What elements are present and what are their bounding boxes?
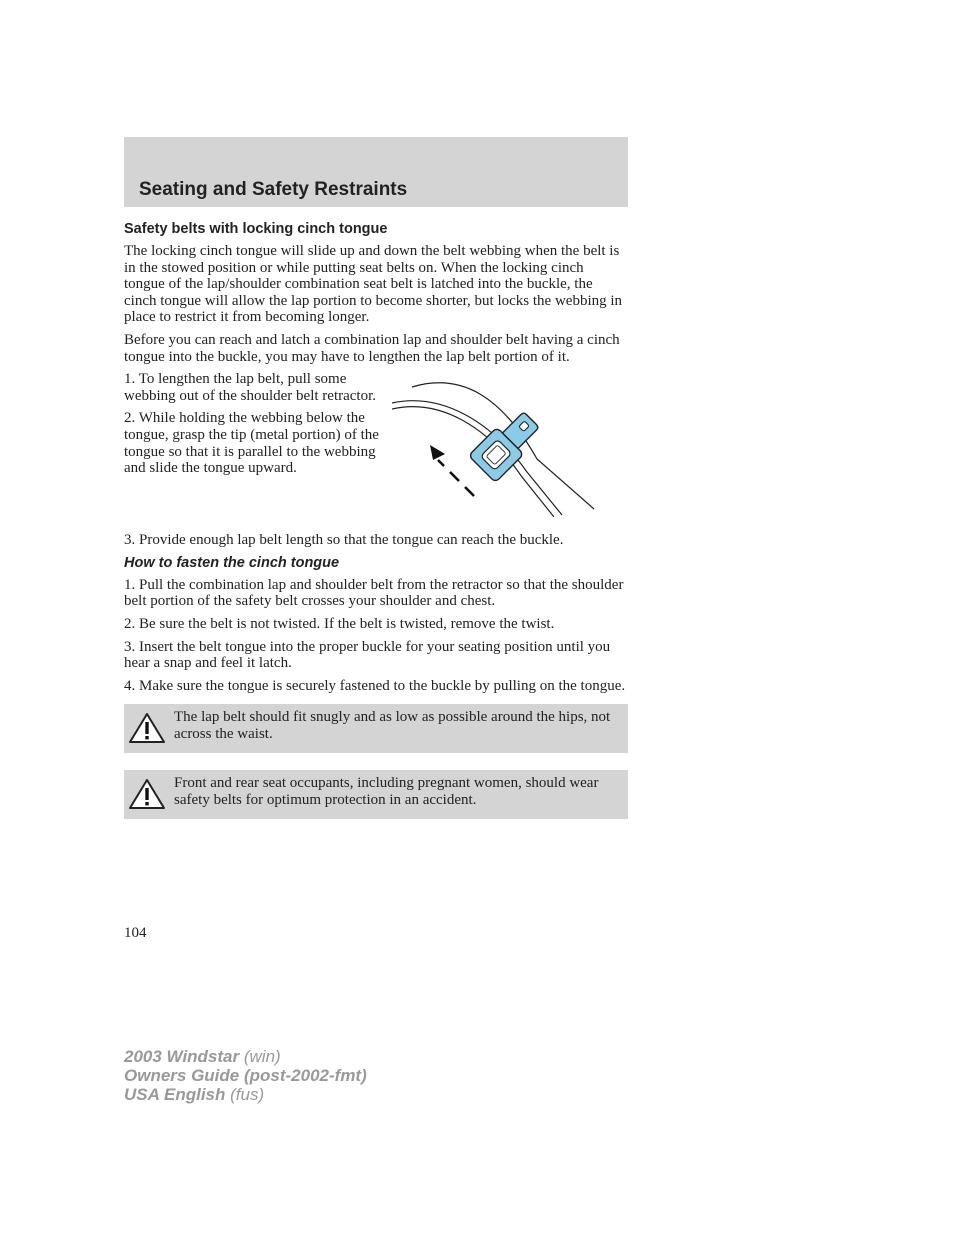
page-number: 104: [124, 925, 147, 941]
lengthen-step-3: 3. Provide enough lap belt length so that the tongue can reach the buckle.: [124, 532, 564, 549]
footer-language: USA English: [124, 1085, 226, 1104]
document-footer: [124, 1047, 367, 1104]
lengthen-step-1: 1. To lengthen the lap belt, pull some webbing out of the shoulder belt retractor.: [124, 371, 377, 404]
figure-steps: [124, 371, 380, 517]
lengthen-step-2: 2. While holding the webbing below the tongue, grasp the tip (metal portion) of the tongue so that it is parallel to the webbing and slide the tongue upward.: [124, 410, 379, 477]
section-header-band: [124, 137, 628, 207]
fasten-step-2: 2. Be sure the belt is not twisted. If the belt is twisted, remove the twist.: [124, 615, 555, 632]
footer-language-line: [124, 1085, 367, 1104]
warning-triangle-icon: [128, 777, 166, 811]
cinch-tongue-illustration: [392, 367, 602, 517]
warning-text-occupants: Front and rear seat occupants, including pregnant women, should wear safety belts for optimum protection in an accident.: [174, 775, 599, 808]
warning-box-occupants: [124, 770, 628, 819]
cinch-tongue-heading: Safety belts with locking cinch tongue: [124, 221, 388, 237]
fasten-step-3: 3. Insert the belt tongue into the proper buckle for your seating position until you hear a snap and feel it latch.: [124, 638, 611, 672]
footer-model: 2003 Windstar: [124, 1047, 240, 1066]
warning-text-lap-belt: The lap belt should fit snugly and as low as possible around the hips, not across the waist.: [174, 709, 611, 742]
figure-row: [124, 371, 628, 517]
belt-tongue-illustration: [392, 367, 602, 517]
footer-language-code: (fus): [230, 1085, 265, 1104]
footer-model-code: (win): [243, 1047, 281, 1066]
fasten-step-4: 4. Make sure the tongue is securely fastened to the buckle by pulling on the tongue.: [124, 677, 626, 694]
lengthen-paragraph: Before you can reach and latch a combination lap and shoulder belt having a cinch tongue into the buckle, you may have to lengthen the lap belt portion of it.: [124, 331, 620, 365]
footer-guide: Owners Guide (post-2002-fmt): [124, 1066, 367, 1085]
footer-model-line: [124, 1047, 367, 1066]
warning-box-lap-belt: [124, 704, 628, 753]
section-header-title: Seating and Safety Restraints: [139, 179, 408, 200]
warning-triangle-icon: [128, 711, 166, 745]
fasten-step-1: 1. Pull the combination lap and shoulder belt from the retractor so that the shoulder belt portion of the safety belt crosses your shoulder and chest.: [124, 576, 624, 610]
slide-up-arrow-icon: [430, 445, 474, 496]
main-content: [124, 221, 628, 819]
intro-paragraph: The locking cinch tongue will slide up and down the belt webbing when the belt is in the stowed position or while putting seat belts on. When the locking cinch tongue of the lap/shoulder combination seat belt is latched into the buckle, the cinch tongue will allow the lap portion to become shorter, but locks the webbing in place to restrict it from becoming longer.: [124, 243, 623, 326]
fasten-heading: How to fasten the cinch tongue: [124, 554, 340, 571]
footer-guide-line: [124, 1066, 367, 1085]
